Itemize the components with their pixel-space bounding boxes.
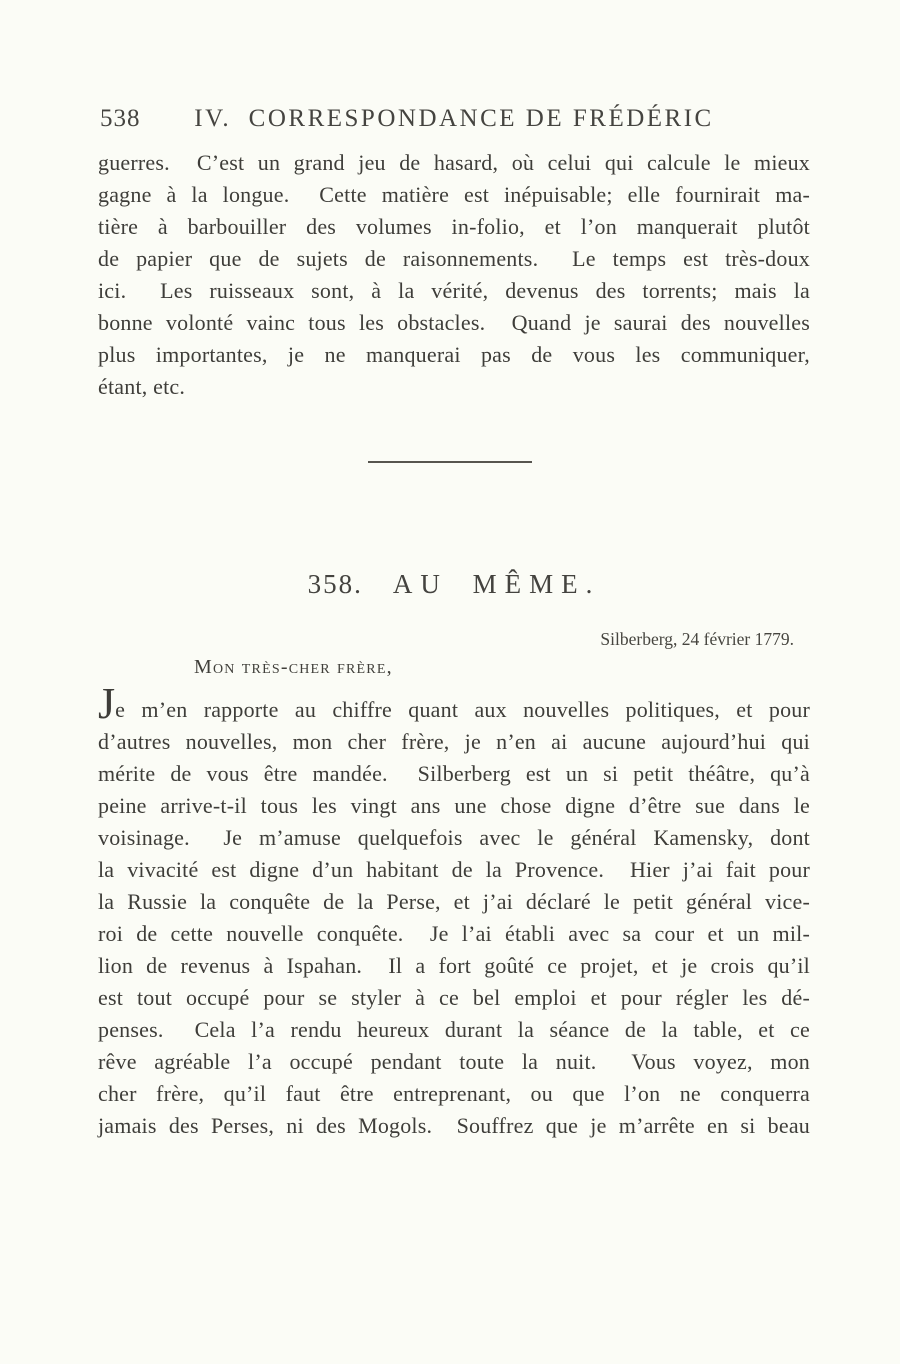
text-line: ici. Les ruisseaux sont, à la vérité, devenus des torrents; mais la <box>98 278 810 303</box>
page-header <box>98 104 810 134</box>
chapter-title: IV. CORRESPONDANCE DE FRÉDÉRIC <box>194 105 714 132</box>
text-line: bonne volonté vainc tous les obstacles. Quand je saurai des nouvelles <box>98 310 810 335</box>
letter-body <box>98 679 810 1142</box>
letter-dateline: Silberberg, 24 février 1779. <box>600 629 794 649</box>
paragraph-lines <box>98 147 810 371</box>
letter-salutation: Mon très-cher frère, <box>194 656 393 678</box>
text-line: tière à barbouiller des volumes in-folio, et l’on manquerait plutôt <box>98 214 810 239</box>
text-line: cher frère, qu’il faut être entreprenant, ou que l’on ne conquerra <box>98 1081 810 1106</box>
text-line: gagne à la longue. Cette matière est inépuisable; elle fournirait ma- <box>98 182 810 207</box>
text-line: guerres. C’est un grand jeu de hasard, où celui qui calcule le mieux <box>98 150 810 175</box>
first-line-text: e m’en rapporte au chiffre quant aux nouvelles politiques, et pour <box>115 697 810 722</box>
text-line-last: étant, etc. <box>98 374 186 399</box>
text-line-first <box>98 679 810 728</box>
page-number: 538 <box>100 105 141 132</box>
book-page <box>0 104 900 1364</box>
text-line: jamais des Perses, ni des Mogols. Souffrez que je m’arrête en si beau <box>98 1113 810 1138</box>
text-line: de papier que de sujets de raisonnements. Le temps est très-doux <box>98 246 810 271</box>
letter-title: AU MÊME. <box>392 569 601 599</box>
section-divider <box>368 461 532 463</box>
text-line: mérite de vous être mandée. Silberberg est un si petit théâtre, qu’à <box>98 761 810 786</box>
letter-heading <box>98 567 810 601</box>
letter-number: 358. <box>307 569 363 599</box>
text-line: la vivacité est digne d’un habitant de la Provence. Hier j’ai fait pour <box>98 857 810 882</box>
text-line: lion de revenus à Ispahan. Il a fort goûté ce projet, et je crois qu’il <box>98 953 810 978</box>
paragraph-continuation <box>98 147 810 403</box>
text-line: rêve agréable l’a occupé pendant toute la nuit. Vous voyez, mon <box>98 1049 810 1074</box>
text-line: d’autres nouvelles, mon cher frère, je n’en ai aucune aujourd’hui qui <box>98 729 810 754</box>
text-line: penses. Cela l’a rendu heureux durant la séance de la table, et ce <box>98 1017 810 1042</box>
text-line: roi de cette nouvelle conquête. Je l’ai établi avec sa cour et un mil- <box>98 921 810 946</box>
drop-cap-initial: J <box>98 679 116 728</box>
text-line: la Russie la conquête de la Perse, et j’ai déclaré le petit général vice- <box>98 889 810 914</box>
letter-body-lines <box>98 726 810 1142</box>
text-line: est tout occupé pour se styler à ce bel emploi et pour régler les dé- <box>98 985 810 1010</box>
text-line: peine arrive-t-il tous les vingt ans une chose digne d’être sue dans le <box>98 793 810 818</box>
text-line: voisinage. Je m’amuse quelquefois avec le général Kamensky, dont <box>98 825 810 850</box>
text-line: plus importantes, je ne manquerai pas de vous les communiquer, <box>98 342 810 367</box>
